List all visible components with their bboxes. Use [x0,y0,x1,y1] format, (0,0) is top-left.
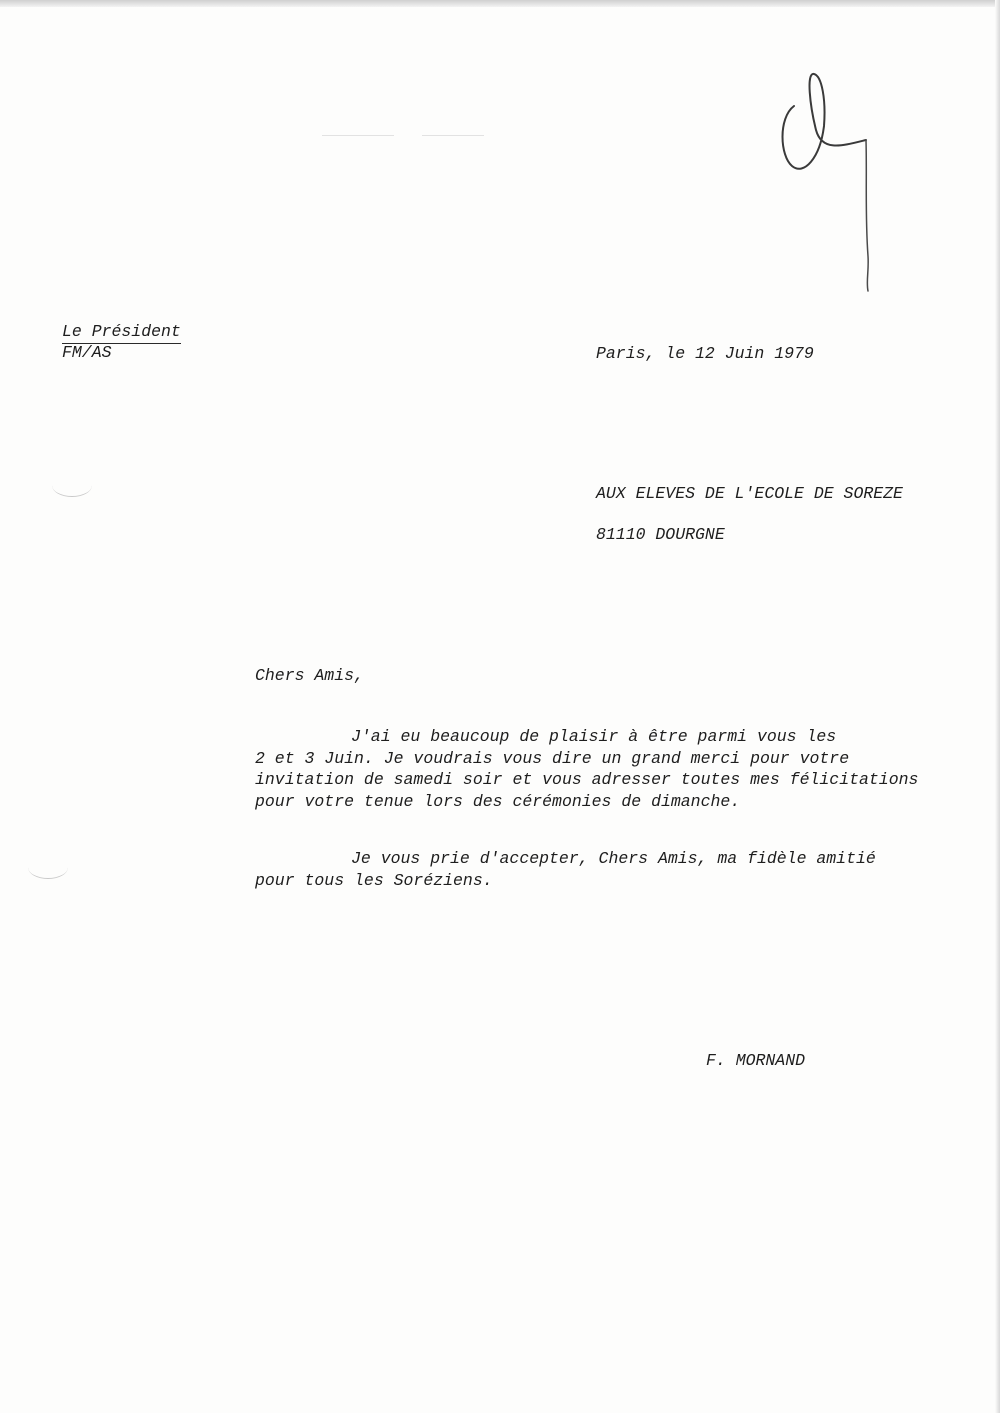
sender-title: Le Président [62,321,181,344]
body-paragraph-1 [255,726,955,812]
punch-hole-mark [28,856,68,879]
signature-name: F. MORNAND [706,1051,806,1070]
paper-right-edge [995,0,1000,1413]
recipient-address-line-1: AUX ELEVES DE L'ECOLE DE SOREZE [596,484,903,503]
body-paragraph-2 [255,848,955,891]
body-line: pour votre tenue lors des cérémonies de dimanche. [255,791,741,811]
paper-top-edge [0,0,1000,7]
salutation: Chers Amis, [255,666,364,685]
letter-date: Paris, le 12 Juin 1979 [596,344,814,363]
punch-hole-mark [52,474,92,497]
body-line: J'ai eu beaucoup de plaisir à être parmi vous les [351,727,837,746]
sender-reference: FM/AS [62,343,112,362]
body-line: invitation de samedi soir et vous adresser toutes mes félicitations [255,770,919,789]
faint-show-through-mark [322,135,394,136]
body-line: Je vous prie d'accepter, Chers Amis, ma fidèle amitié [351,849,876,868]
recipient-address-line-2: 81110 DOURGNE [596,525,725,544]
faint-show-through-mark [422,135,484,136]
handwritten-initials-icon [770,66,880,296]
body-line: pour tous les Soréziens. [255,870,493,890]
body-line: 2 et 3 Juin. Je voudrais vous dire un grand merci pour votre [255,748,850,768]
